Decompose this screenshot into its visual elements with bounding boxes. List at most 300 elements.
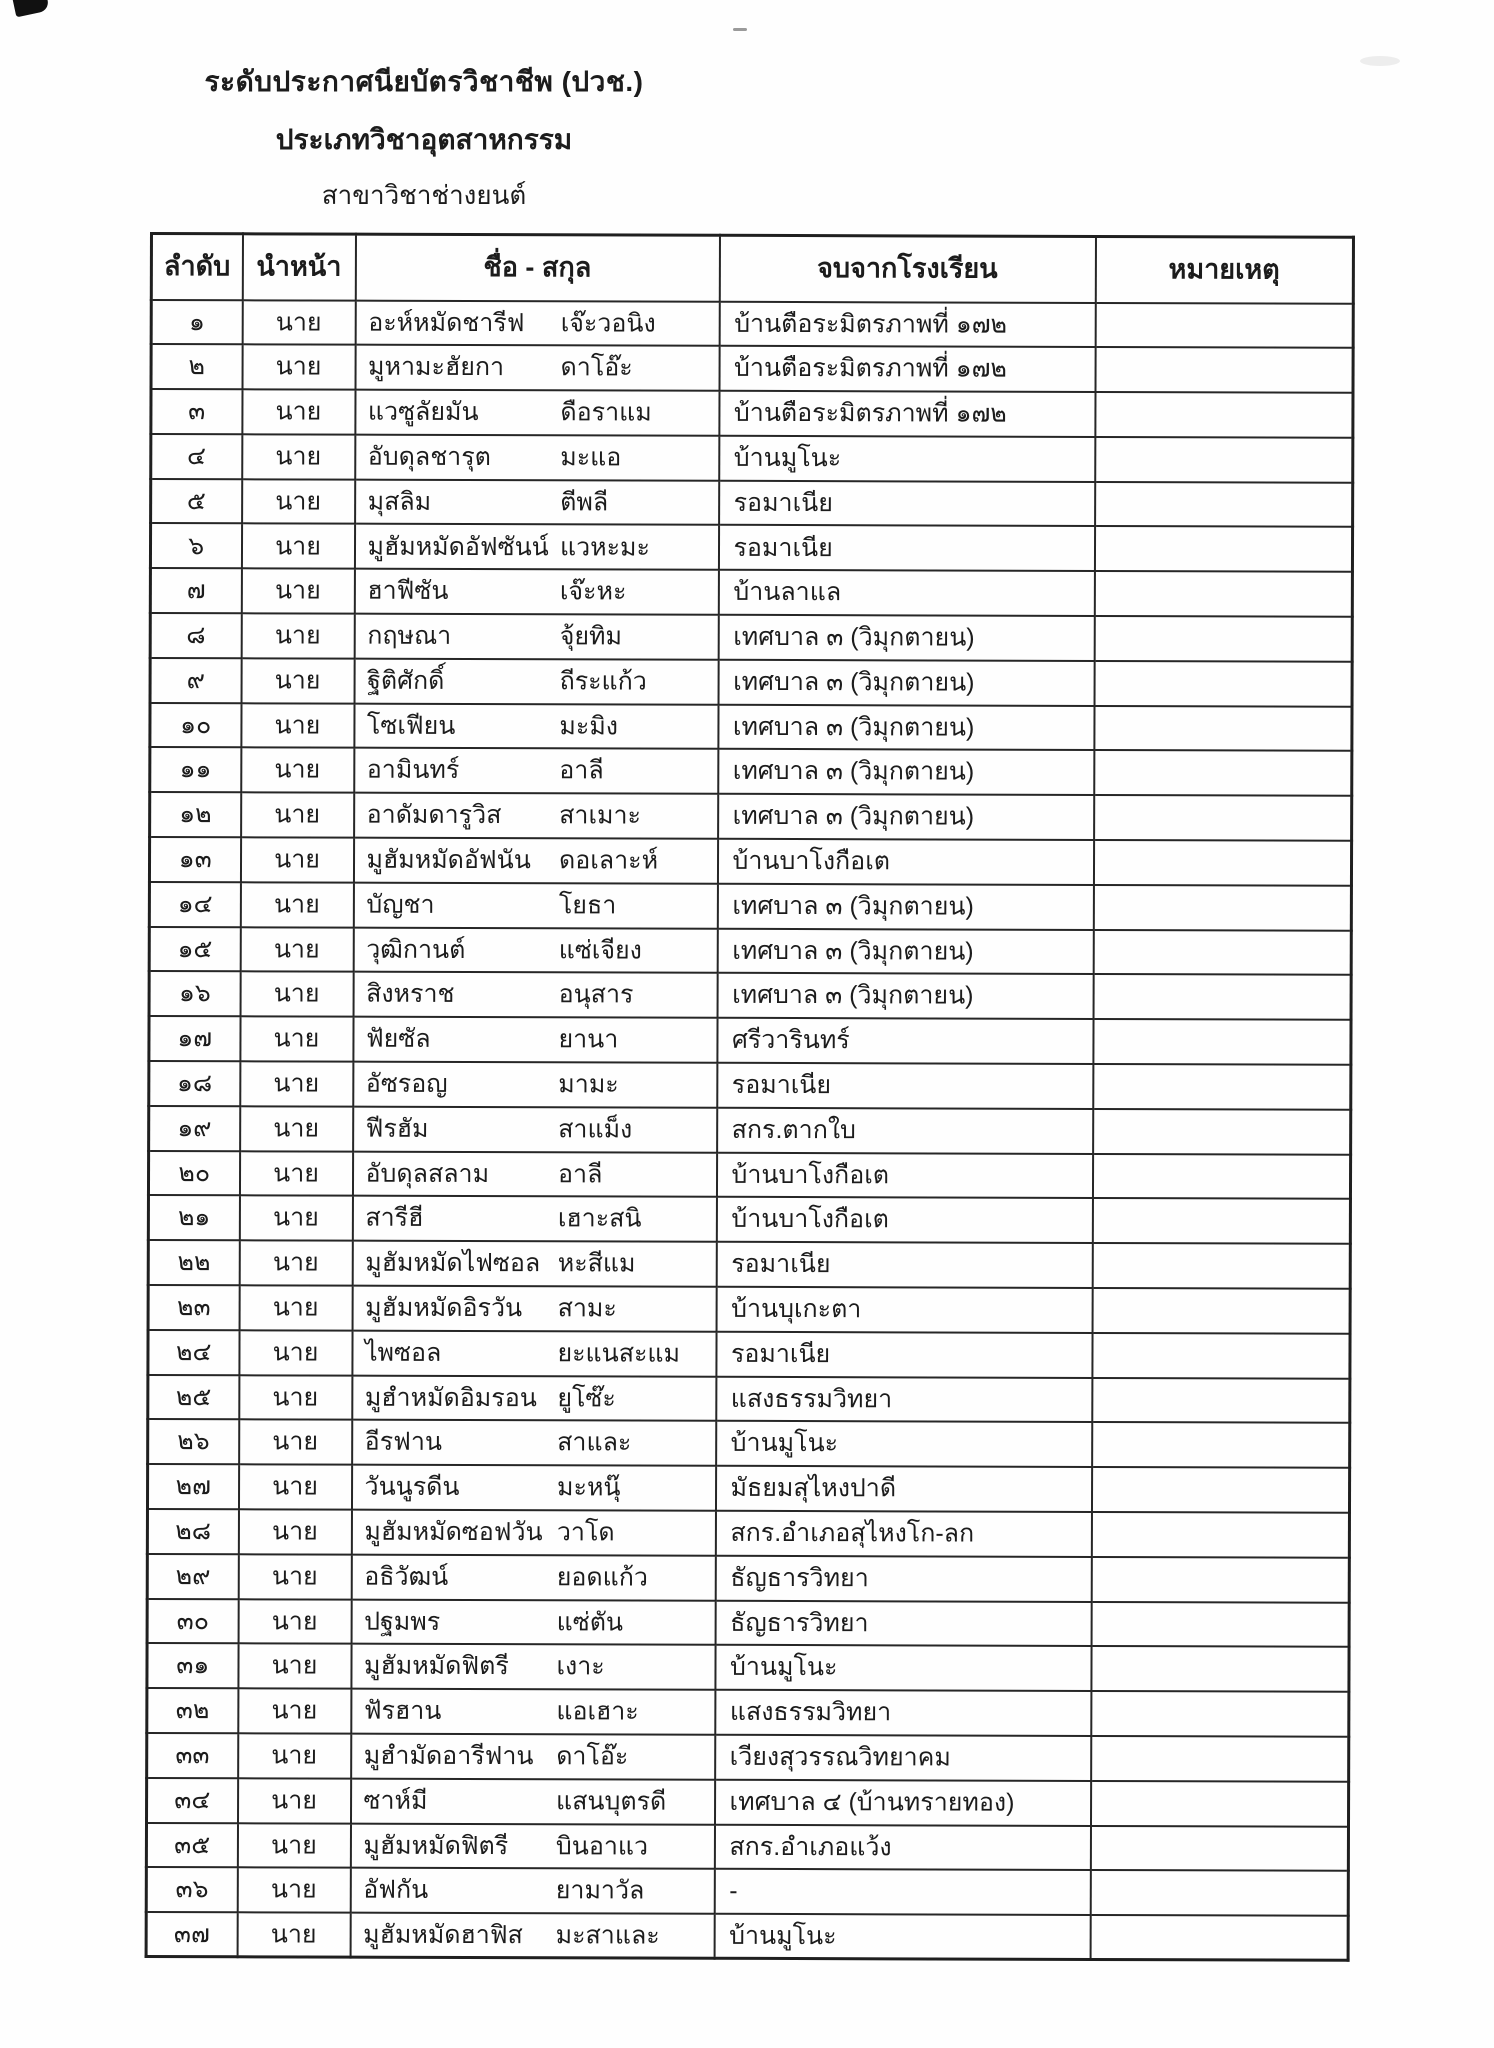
row-last-name: มะมิง [559, 711, 619, 741]
row-prefix: นาย [240, 972, 353, 1017]
row-remark [1090, 1781, 1348, 1827]
scan-artifact-smudge [1360, 56, 1400, 66]
row-remark [1094, 706, 1352, 752]
row-school: บ้านมูโนะ [719, 436, 1095, 482]
row-school: แสงธรรมวิทยา [715, 1690, 1091, 1736]
row-first-name: มูฮัมหมัดฮาฟิส [363, 1920, 523, 1950]
row-remark [1095, 302, 1353, 348]
row-first-name: ฮาฟีซัน [367, 576, 449, 606]
row-remark [1095, 347, 1353, 393]
row-remark [1092, 1288, 1350, 1334]
row-order-number: ๑ [151, 300, 242, 345]
table-row [151, 300, 1353, 349]
row-last-name: ดาโอ๊ะ [560, 353, 633, 382]
row-remark [1092, 1378, 1350, 1424]
row-last-name: แซ่เจียง [558, 935, 642, 965]
table-row [146, 1823, 1348, 1872]
row-order-number: ๑๗ [149, 1016, 240, 1061]
row-first-name: ไพซอล [364, 1338, 442, 1367]
row-last-name: ยามาวัล [555, 1876, 645, 1905]
row-remark [1091, 1646, 1349, 1692]
row-name-cell [353, 1017, 717, 1063]
row-prefix: นาย [242, 479, 355, 524]
row-prefix: นาย [237, 1868, 350, 1913]
row-name-cell [355, 479, 719, 525]
row-remark [1093, 885, 1351, 931]
row-prefix: นาย [241, 793, 354, 838]
title-program: สาขาวิชาช่างยนต์ [321, 180, 527, 210]
table-row [147, 1643, 1349, 1692]
row-order-number: ๙ [150, 658, 241, 703]
table-row [149, 971, 1351, 1020]
row-school: ธัญธารวิทยา [715, 1600, 1091, 1646]
table-row [146, 1867, 1348, 1916]
row-prefix: นาย [241, 569, 354, 614]
row-name-cell [351, 1465, 715, 1511]
document-header [160, 60, 688, 216]
table-row [149, 837, 1351, 886]
row-remark [1094, 795, 1352, 841]
row-first-name: ฐิติศักดิ์ [367, 666, 445, 695]
row-school: ธัญธารวิทยา [715, 1556, 1091, 1602]
row-first-name: มูฮัมหมัดอัฟนัน [366, 845, 531, 875]
row-school: เทศบาล ๓ (วิมุกตายน) [718, 794, 1094, 840]
row-order-number: ๖ [150, 523, 241, 568]
row-school: เทศบาล ๓ (วิมุกตายน) [718, 660, 1094, 706]
row-name-cell [351, 1689, 715, 1735]
row-school: สกร.อำเภอแว้ง [714, 1824, 1090, 1870]
row-name-cell [353, 838, 717, 884]
table-body [146, 300, 1353, 1961]
row-last-name: อาลี [559, 756, 604, 785]
table-row [147, 1688, 1349, 1737]
row-first-name: ฟีรฮัม [365, 1114, 429, 1143]
row-name-cell [353, 1106, 717, 1152]
table-row [151, 389, 1353, 438]
row-name-cell [354, 703, 718, 749]
row-name-cell [353, 883, 717, 929]
table-row [147, 1464, 1349, 1513]
row-last-name: สาเมาะ [559, 801, 642, 830]
row-name-cell [353, 972, 717, 1018]
row-name-cell [351, 1510, 715, 1556]
row-order-number: ๓๓ [147, 1733, 238, 1778]
row-name-cell [351, 1734, 715, 1780]
row-remark [1091, 1557, 1349, 1603]
row-name-cell [353, 1062, 717, 1108]
row-prefix: นาย [240, 1106, 353, 1151]
row-name-cell [352, 1330, 716, 1376]
col-header-name: ชื่อ - สกุล [355, 234, 719, 301]
row-name-cell [352, 1286, 716, 1332]
row-prefix: นาย [237, 1823, 350, 1868]
row-last-name: สามะ [557, 1294, 617, 1323]
table-row [149, 927, 1351, 976]
row-last-name: ยะแนสะแม [557, 1339, 681, 1368]
row-first-name: สิงหราช [366, 980, 455, 1009]
table-row [150, 658, 1352, 707]
row-order-number: ๒ [151, 344, 242, 389]
row-prefix: นาย [240, 882, 353, 927]
row-order-number: ๑๕ [149, 927, 240, 972]
row-name-cell [351, 1644, 715, 1690]
row-school: บ้านตือระมิตรภาพที่ ๑๗๒ [719, 301, 1095, 347]
table-row [148, 1151, 1350, 1200]
student-roster-table [145, 232, 1355, 1962]
row-first-name: มูฮัมหมัดไฟซอล [365, 1248, 541, 1278]
row-last-name: ตีพลี [560, 487, 609, 517]
row-prefix: นาย [238, 1599, 351, 1644]
row-remark [1094, 661, 1352, 707]
row-first-name: อาดัมดารูวิส [366, 800, 502, 830]
row-last-name: ยานา [558, 1025, 619, 1054]
row-first-name: มูฮัมหมัดอิรวัน [365, 1293, 523, 1323]
row-prefix: นาย [242, 300, 355, 345]
row-first-name: แวซูลัยมัน [367, 397, 479, 427]
row-first-name: ปฐมพร [364, 1607, 441, 1636]
row-remark [1095, 437, 1353, 483]
table-row [148, 1375, 1350, 1424]
row-prefix: นาย [238, 1554, 351, 1599]
row-last-name: หะสีแม [557, 1249, 636, 1278]
row-order-number: ๔ [151, 434, 242, 479]
row-name-cell [350, 1868, 714, 1914]
row-prefix: นาย [239, 1151, 352, 1196]
row-order-number: ๑๓ [149, 837, 240, 882]
row-order-number: ๓๖ [146, 1867, 237, 1912]
row-prefix: นาย [241, 613, 354, 658]
row-school: บ้านบาโงกือเต [716, 1152, 1092, 1198]
row-last-name: ดอเลาะห์ [558, 846, 659, 875]
row-prefix: นาย [240, 837, 353, 882]
row-last-name: เฮาะสนิ [557, 1204, 642, 1234]
col-header-school: จบจากโรงเรียน [719, 235, 1095, 302]
table-row [150, 523, 1352, 572]
row-order-number: ๑๘ [149, 1061, 240, 1106]
row-prefix: นาย [239, 1420, 352, 1465]
row-prefix: นาย [239, 1285, 352, 1330]
row-school: บ้านมูโนะ [714, 1914, 1090, 1960]
row-name-cell [354, 748, 718, 794]
col-header-prefix: นำหน้า [242, 234, 355, 300]
row-first-name: โซเฟียน [366, 711, 456, 740]
row-school: มัธยมสุไหงปาดี [715, 1466, 1091, 1512]
row-prefix: นาย [242, 434, 355, 479]
col-header-order: ลำดับ [151, 234, 242, 300]
row-school: บ้านบาโงกือเต [716, 1197, 1092, 1243]
row-first-name: วุฒิกานต์ [366, 935, 466, 964]
row-prefix: นาย [238, 1465, 351, 1510]
row-remark [1094, 571, 1352, 617]
row-order-number: ๓๔ [147, 1778, 238, 1823]
row-order-number: ๑๒ [150, 792, 241, 837]
table-row [146, 1912, 1348, 1961]
table-row [150, 568, 1352, 617]
row-school: เวียงสุวรรณวิทยาคม [715, 1735, 1091, 1781]
row-prefix: นาย [240, 1061, 353, 1106]
row-last-name: อนุสาร [558, 980, 634, 1009]
row-name-cell [351, 1778, 715, 1824]
row-last-name: เงาะ [556, 1652, 605, 1681]
row-school: - [714, 1869, 1090, 1915]
row-school: บ้านมูโนะ [715, 1645, 1091, 1691]
row-first-name: วันนูรดีน [364, 1472, 460, 1502]
row-name-cell [350, 1823, 714, 1869]
row-first-name: มูฮัมหมัดฟิตรี [363, 1831, 509, 1860]
row-first-name: มูฮัมหมัดอัฟซันน์ [367, 532, 549, 561]
row-remark [1095, 482, 1353, 528]
row-name-cell [352, 1420, 716, 1466]
table-row [149, 882, 1351, 931]
row-prefix: นาย [238, 1644, 351, 1689]
row-first-name: อับดุลสลาม [365, 1159, 490, 1188]
row-school: เทศบาล ๓ (วิมุกตายน) [718, 749, 1094, 795]
row-prefix: นาย [241, 524, 354, 569]
row-school: บ้านบาโงกือเต [717, 839, 1093, 885]
row-last-name: โยธา [558, 891, 617, 920]
row-remark [1094, 616, 1352, 662]
row-order-number: ๓๐ [147, 1599, 238, 1644]
row-first-name: มูฮำมัดอารีฟาน [363, 1741, 534, 1771]
row-first-name: อัซรอญ [365, 1069, 448, 1099]
row-last-name: ดาโอ๊ะ [556, 1742, 629, 1771]
row-school: เทศบาล ๔ (บ้านทรายทอง) [715, 1780, 1091, 1826]
row-remark [1090, 1870, 1348, 1916]
row-school: เทศบาล ๓ (วิมุกตายน) [717, 928, 1093, 974]
row-remark [1090, 1915, 1348, 1961]
row-name-cell [355, 300, 719, 346]
table-header-row [151, 234, 1353, 304]
row-school: บ้านลาแล [718, 570, 1094, 616]
row-name-cell [353, 927, 717, 973]
row-order-number: ๒๐ [148, 1151, 239, 1196]
table-row [150, 613, 1352, 662]
row-remark [1092, 1422, 1350, 1468]
row-last-name: บินอาแว [555, 1831, 649, 1861]
col-header-remark: หมายเหตุ [1095, 236, 1353, 303]
row-prefix: นาย [239, 1196, 352, 1241]
row-first-name: มูฮัมหมัดฟิตรี [363, 1652, 509, 1681]
row-first-name: ฟัรฮาน [363, 1696, 442, 1726]
row-order-number: ๑๖ [149, 971, 240, 1016]
row-prefix: นาย [240, 1017, 353, 1062]
row-name-cell [351, 1554, 715, 1600]
row-order-number: ๒๙ [147, 1554, 238, 1599]
row-prefix: นาย [242, 389, 355, 434]
row-first-name: ฟัยซัล [365, 1024, 431, 1054]
row-name-cell [354, 793, 718, 839]
table-row [150, 703, 1352, 752]
table-row [148, 1419, 1350, 1468]
row-name-cell [350, 1913, 714, 1959]
row-remark [1091, 1602, 1349, 1648]
row-last-name: มะหนุ๊ [557, 1473, 621, 1502]
row-order-number: ๓๕ [146, 1823, 237, 1868]
row-school: เทศบาล ๓ (วิมุกตายน) [718, 704, 1094, 750]
row-last-name: จุ้ยทิม [559, 622, 623, 651]
row-prefix: นาย [241, 703, 354, 748]
row-last-name: ถีระแก้ว [559, 667, 647, 696]
row-last-name: ยอดแก้ว [556, 1563, 649, 1592]
row-order-number: ๗ [150, 568, 241, 613]
table-row [151, 344, 1353, 393]
row-last-name: อาลี [557, 1159, 603, 1189]
row-last-name: สาแม็ง [558, 1115, 633, 1144]
row-order-number: ๓ [151, 389, 242, 434]
row-school: สกร.ตากใบ [717, 1108, 1093, 1154]
row-order-number: ๓๗ [146, 1912, 237, 1957]
row-prefix: นาย [239, 1241, 352, 1286]
row-prefix: นาย [241, 748, 354, 793]
table-row [149, 1061, 1351, 1110]
row-order-number: ๒๗ [147, 1464, 238, 1509]
title-subject-category: ประเภทวิชาอุตสาหกรรม [275, 124, 573, 155]
row-name-cell [352, 1241, 716, 1287]
row-order-number: ๑๔ [149, 882, 240, 927]
row-name-cell [355, 390, 719, 436]
row-last-name: สาและ [557, 1428, 632, 1457]
row-name-cell [354, 614, 718, 660]
row-first-name: กฤษณา [367, 621, 452, 651]
table-row [151, 479, 1353, 528]
table-row [151, 434, 1353, 483]
row-first-name: อะห์หมัดชารีฟ [368, 308, 525, 337]
row-first-name: มุสลิม [367, 487, 432, 516]
row-last-name: ดือราแม [560, 398, 652, 427]
row-remark [1090, 1826, 1348, 1872]
row-school: บ้านตือระมิตรภาพที่ ๑๗๒ [719, 346, 1095, 392]
row-name-cell [351, 1599, 715, 1645]
row-prefix: นาย [238, 1733, 351, 1778]
row-name-cell [354, 659, 718, 705]
row-order-number: ๒๕ [148, 1375, 239, 1420]
row-order-number: ๒๑ [148, 1195, 239, 1240]
row-name-cell [352, 1196, 716, 1242]
row-remark [1093, 840, 1351, 886]
scan-artifact-corner-mark [12, 0, 49, 17]
table-row [148, 1330, 1350, 1379]
row-remark [1092, 1333, 1350, 1379]
row-last-name: ยูโซ๊ะ [557, 1383, 616, 1413]
row-remark [1091, 1691, 1349, 1737]
row-school: เทศบาล ๓ (วิมุกตายน) [717, 973, 1093, 1019]
row-remark [1092, 1154, 1350, 1200]
row-remark [1091, 1512, 1349, 1558]
row-prefix: นาย [238, 1509, 351, 1554]
row-name-cell [355, 345, 719, 391]
row-first-name: อัฟกัน [363, 1876, 429, 1905]
row-school: บ้านมูโนะ [716, 1421, 1092, 1467]
table-row [150, 792, 1352, 841]
table-row [149, 1106, 1351, 1155]
row-order-number: ๒๔ [148, 1330, 239, 1375]
row-school: แสงธรรมวิทยา [716, 1376, 1092, 1422]
row-last-name: แซ่ตัน [556, 1607, 624, 1637]
row-first-name: อีรฟาน [364, 1428, 443, 1457]
row-school: เทศบาล ๓ (วิมุกตายน) [718, 615, 1094, 661]
row-prefix: นาย [238, 1778, 351, 1823]
table-row [148, 1195, 1350, 1244]
row-remark [1093, 974, 1351, 1020]
row-order-number: ๑๙ [149, 1106, 240, 1151]
row-remark [1091, 1736, 1349, 1782]
row-last-name: แวหะมะ [559, 532, 651, 562]
row-first-name: อามินทร์ [366, 756, 460, 785]
row-remark [1092, 1198, 1350, 1244]
row-name-cell [355, 435, 719, 481]
table-row [147, 1733, 1349, 1782]
row-order-number: ๘ [150, 613, 241, 658]
row-remark [1093, 930, 1351, 976]
row-school: รอมาเนีย [716, 1242, 1092, 1288]
row-school: บ้านบุเกะตา [716, 1287, 1092, 1333]
scan-artifact-dash [733, 28, 747, 31]
row-school: ศรีวารินทร์ [717, 1018, 1093, 1064]
row-remark [1092, 1243, 1350, 1289]
row-prefix: นาย [239, 1330, 352, 1375]
row-last-name: มะสาและ [555, 1921, 660, 1950]
row-remark [1094, 750, 1352, 796]
row-order-number: ๒๓ [148, 1285, 239, 1330]
table-row [147, 1599, 1349, 1648]
row-first-name: อับดุลชารุต [367, 442, 491, 471]
row-order-number: ๓๑ [147, 1643, 238, 1688]
table-row [149, 1016, 1351, 1065]
row-first-name: มูฮำหมัดอิมรอน [364, 1383, 537, 1412]
row-last-name: เจ๊ะหะ [559, 577, 627, 606]
table-row [148, 1285, 1350, 1334]
row-order-number: ๒๘ [147, 1509, 238, 1554]
row-first-name: อธิวัฒน์ [364, 1562, 449, 1591]
row-remark [1095, 392, 1353, 438]
row-last-name: วาโด [556, 1518, 615, 1547]
row-order-number: ๒๒ [148, 1240, 239, 1285]
row-name-cell [354, 569, 718, 615]
row-last-name: แอเฮาะ [556, 1697, 639, 1726]
table-row [148, 1240, 1350, 1289]
row-order-number: ๓๒ [147, 1688, 238, 1733]
row-first-name: มูฮัมหมัดซอฟวัน [364, 1517, 543, 1547]
row-remark [1093, 1064, 1351, 1110]
row-prefix: นาย [239, 1375, 352, 1420]
row-name-cell [352, 1151, 716, 1197]
row-order-number: ๑๐ [150, 703, 241, 748]
row-remark [1093, 1109, 1351, 1155]
row-remark [1091, 1467, 1349, 1513]
row-first-name: สารีฮี [365, 1204, 424, 1233]
row-first-name: บัญชา [366, 890, 435, 919]
row-prefix: นาย [240, 927, 353, 972]
row-prefix: นาย [241, 658, 354, 703]
row-school: สกร.อำเภอสุไหงโก-ลก [715, 1511, 1091, 1557]
row-prefix: นาย [242, 345, 355, 390]
row-school: บ้านตือระมิตรภาพที่ ๑๗๒ [719, 391, 1095, 437]
row-school: เทศบาล ๓ (วิมุกตายน) [717, 884, 1093, 930]
title-certificate-level: ระดับประกาศนียบัตรวิชาชีพ (ปวช.) [204, 66, 644, 97]
row-school: รอมาเนีย [716, 1332, 1092, 1378]
row-remark [1093, 1019, 1351, 1065]
row-prefix: นาย [238, 1688, 351, 1733]
row-school: รอมาเนีย [717, 1063, 1093, 1109]
table-row [147, 1778, 1349, 1827]
row-first-name: ซาห์มี [363, 1786, 428, 1815]
row-name-cell [352, 1375, 716, 1421]
row-last-name: มามะ [558, 1070, 619, 1099]
row-last-name: มะแอ [560, 443, 622, 472]
row-prefix: นาย [237, 1912, 350, 1957]
row-name-cell [354, 524, 718, 570]
row-school: รอมาเนีย [719, 480, 1095, 526]
